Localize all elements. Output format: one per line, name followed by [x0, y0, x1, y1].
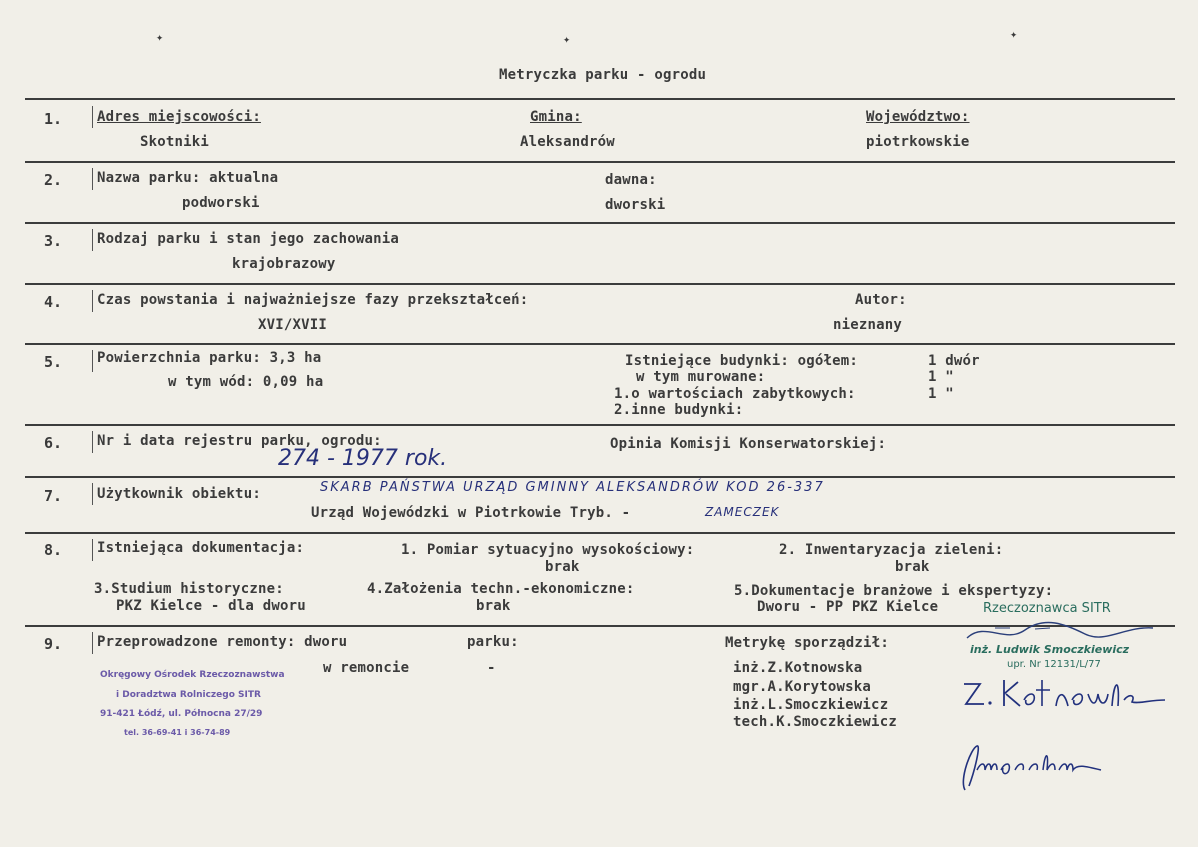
doc3-value: PKZ Kielce - dla dworu — [116, 598, 306, 614]
corner-mark-left: ✦ — [156, 30, 164, 44]
repairs-label: Przeprowadzone remonty: dworu — [97, 634, 348, 650]
row-number: 1. — [44, 110, 63, 128]
doc2-label: 2. Inwentaryzacja zieleni: — [779, 542, 1004, 558]
column-tick — [92, 350, 93, 372]
address-label: Adres miejscowości: — [97, 109, 261, 125]
doc5-label: 5.Dokumentacje branżowe i ekspertyzy: — [734, 583, 1054, 599]
doc4-value: brak — [476, 598, 511, 614]
rule — [25, 476, 1175, 478]
park-type-label: Rodzaj parku i stan jego zachowania — [97, 231, 400, 247]
corner-mark-right: ✦ — [1010, 27, 1018, 41]
historic-label: 1.o wartościach zabytkowych: — [614, 386, 856, 402]
column-tick — [92, 290, 93, 312]
column-tick — [92, 539, 93, 561]
row-number: 4. — [44, 293, 63, 311]
masonry-value: 1 " — [928, 369, 954, 385]
column-tick — [92, 229, 93, 251]
park-former-value: dworski — [605, 197, 666, 213]
doc3-label: 3.Studium historyczne: — [94, 581, 284, 597]
author-line: mgr.A.Korytowska — [733, 679, 872, 695]
row-number: 5. — [44, 353, 63, 371]
author-line: tech.K.Smoczkiewicz — [733, 714, 897, 730]
other-buildings-label: 2.inne budynki: — [614, 402, 744, 418]
repairs-value: w remoncie — [323, 660, 410, 676]
rule — [25, 283, 1175, 285]
voivodeship-label: Województwo: — [866, 109, 970, 125]
signature-kotnowska — [960, 670, 1170, 720]
park-area-label: Powierzchnia parku: 3,3 ha — [97, 350, 322, 366]
gmina-value: Aleksandrów — [520, 134, 615, 150]
park-repairs-value: - — [487, 660, 496, 676]
rule — [25, 98, 1175, 100]
rule — [25, 532, 1175, 534]
column-tick — [92, 632, 93, 654]
row-number: 2. — [44, 171, 63, 189]
documentation-label: Istniejąca dokumentacja: — [97, 540, 305, 556]
column-tick — [92, 106, 93, 128]
opinion-label: Opinia Komisji Konserwatorskiej: — [610, 436, 887, 452]
doc5-value: Dworu - PP PKZ Kielce — [757, 599, 939, 615]
water-area-label: w tym wód: 0,09 ha — [168, 374, 324, 390]
user-typed: Urząd Wojewódzki w Piotrkowie Tryb. - — [311, 505, 631, 521]
park-repairs-label: parku: — [467, 634, 519, 650]
doc4-label: 4.Założenia techn.-ekonomiczne: — [367, 581, 635, 597]
author-line: inż.Z.Kotnowska — [733, 660, 863, 676]
masonry-label: w tym murowane: — [636, 369, 766, 385]
buildings-label: Istniejące budynki: ogółem: — [625, 353, 858, 369]
row-number: 9. — [44, 635, 63, 653]
row-number: 3. — [44, 232, 63, 250]
user-handwritten: SKARB PAŃSTWA URZĄD GMINNY ALEKSANDRÓW KOD 26-337 — [320, 480, 825, 495]
rule — [25, 343, 1175, 345]
signature-smoczkiewicz — [955, 740, 1105, 795]
buildings-total: 1 dwór — [928, 353, 980, 369]
doc1-label: 1. Pomiar sytuacyjno wysokościowy: — [401, 542, 695, 558]
user-label: Użytkownik obiektu: — [97, 486, 261, 502]
author-label: Autor: — [855, 292, 907, 308]
park-name-current: podworski — [182, 195, 260, 211]
park-name-label: Nazwa parku: aktualna — [97, 170, 279, 186]
user-handwritten-2: ZAMECZEK — [705, 505, 780, 519]
creation-time-label: Czas powstania i najważniejsze fazy przekształceń: — [97, 292, 529, 308]
expert-stamp-line2: inż. Ludwik Smoczkiewicz — [970, 643, 1130, 656]
office-stamp-line4: tel. 36-69-41 i 36-74-89 — [124, 728, 231, 737]
row-number: 6. — [44, 434, 63, 452]
expert-stamp-line3: upr. Nr 12131/L/77 — [1007, 659, 1101, 670]
address-value: Skotniki — [140, 134, 210, 150]
prepared-by-label: Metrykę sporządził: — [725, 635, 889, 651]
register-value-handwritten: 274 - 1977 rok. — [278, 446, 448, 471]
office-stamp-line3: 91-421 Łódź, ul. Północna 27/29 — [100, 709, 263, 719]
signature-expert — [965, 616, 1155, 646]
historic-value: 1 " — [928, 386, 954, 402]
gmina-label: Gmina: — [530, 109, 582, 125]
corner-mark-center: ✦ — [563, 32, 571, 46]
office-stamp-line2: i Doradztwa Rolniczego SITR — [116, 690, 261, 700]
park-former-label: dawna: — [605, 172, 657, 188]
park-type-value: krajobrazowy — [232, 256, 336, 272]
author-line: inż.L.Smoczkiewicz — [733, 697, 889, 713]
document-title: Metryczka parku - ogrodu — [499, 67, 707, 83]
voivodeship-value: piotrkowskie — [866, 134, 970, 150]
register-label: Nr i data rejestru parku, ogrodu: — [97, 433, 382, 449]
office-stamp-line1: Okręgowy Ośrodek Rzeczoznawstwa — [100, 670, 285, 680]
author-value: nieznany — [833, 317, 903, 333]
creation-time-value: XVI/XVII — [258, 317, 328, 333]
column-tick — [92, 168, 93, 190]
column-tick — [92, 483, 93, 505]
column-tick — [92, 431, 93, 453]
doc2-value: brak — [895, 559, 930, 575]
rule — [25, 161, 1175, 163]
rule — [25, 424, 1175, 426]
expert-stamp-line1: Rzeczoznawca SITR — [983, 601, 1111, 616]
row-number: 8. — [44, 541, 63, 559]
doc1-value: brak — [545, 559, 580, 575]
rule — [25, 222, 1175, 224]
row-number: 7. — [44, 487, 63, 505]
